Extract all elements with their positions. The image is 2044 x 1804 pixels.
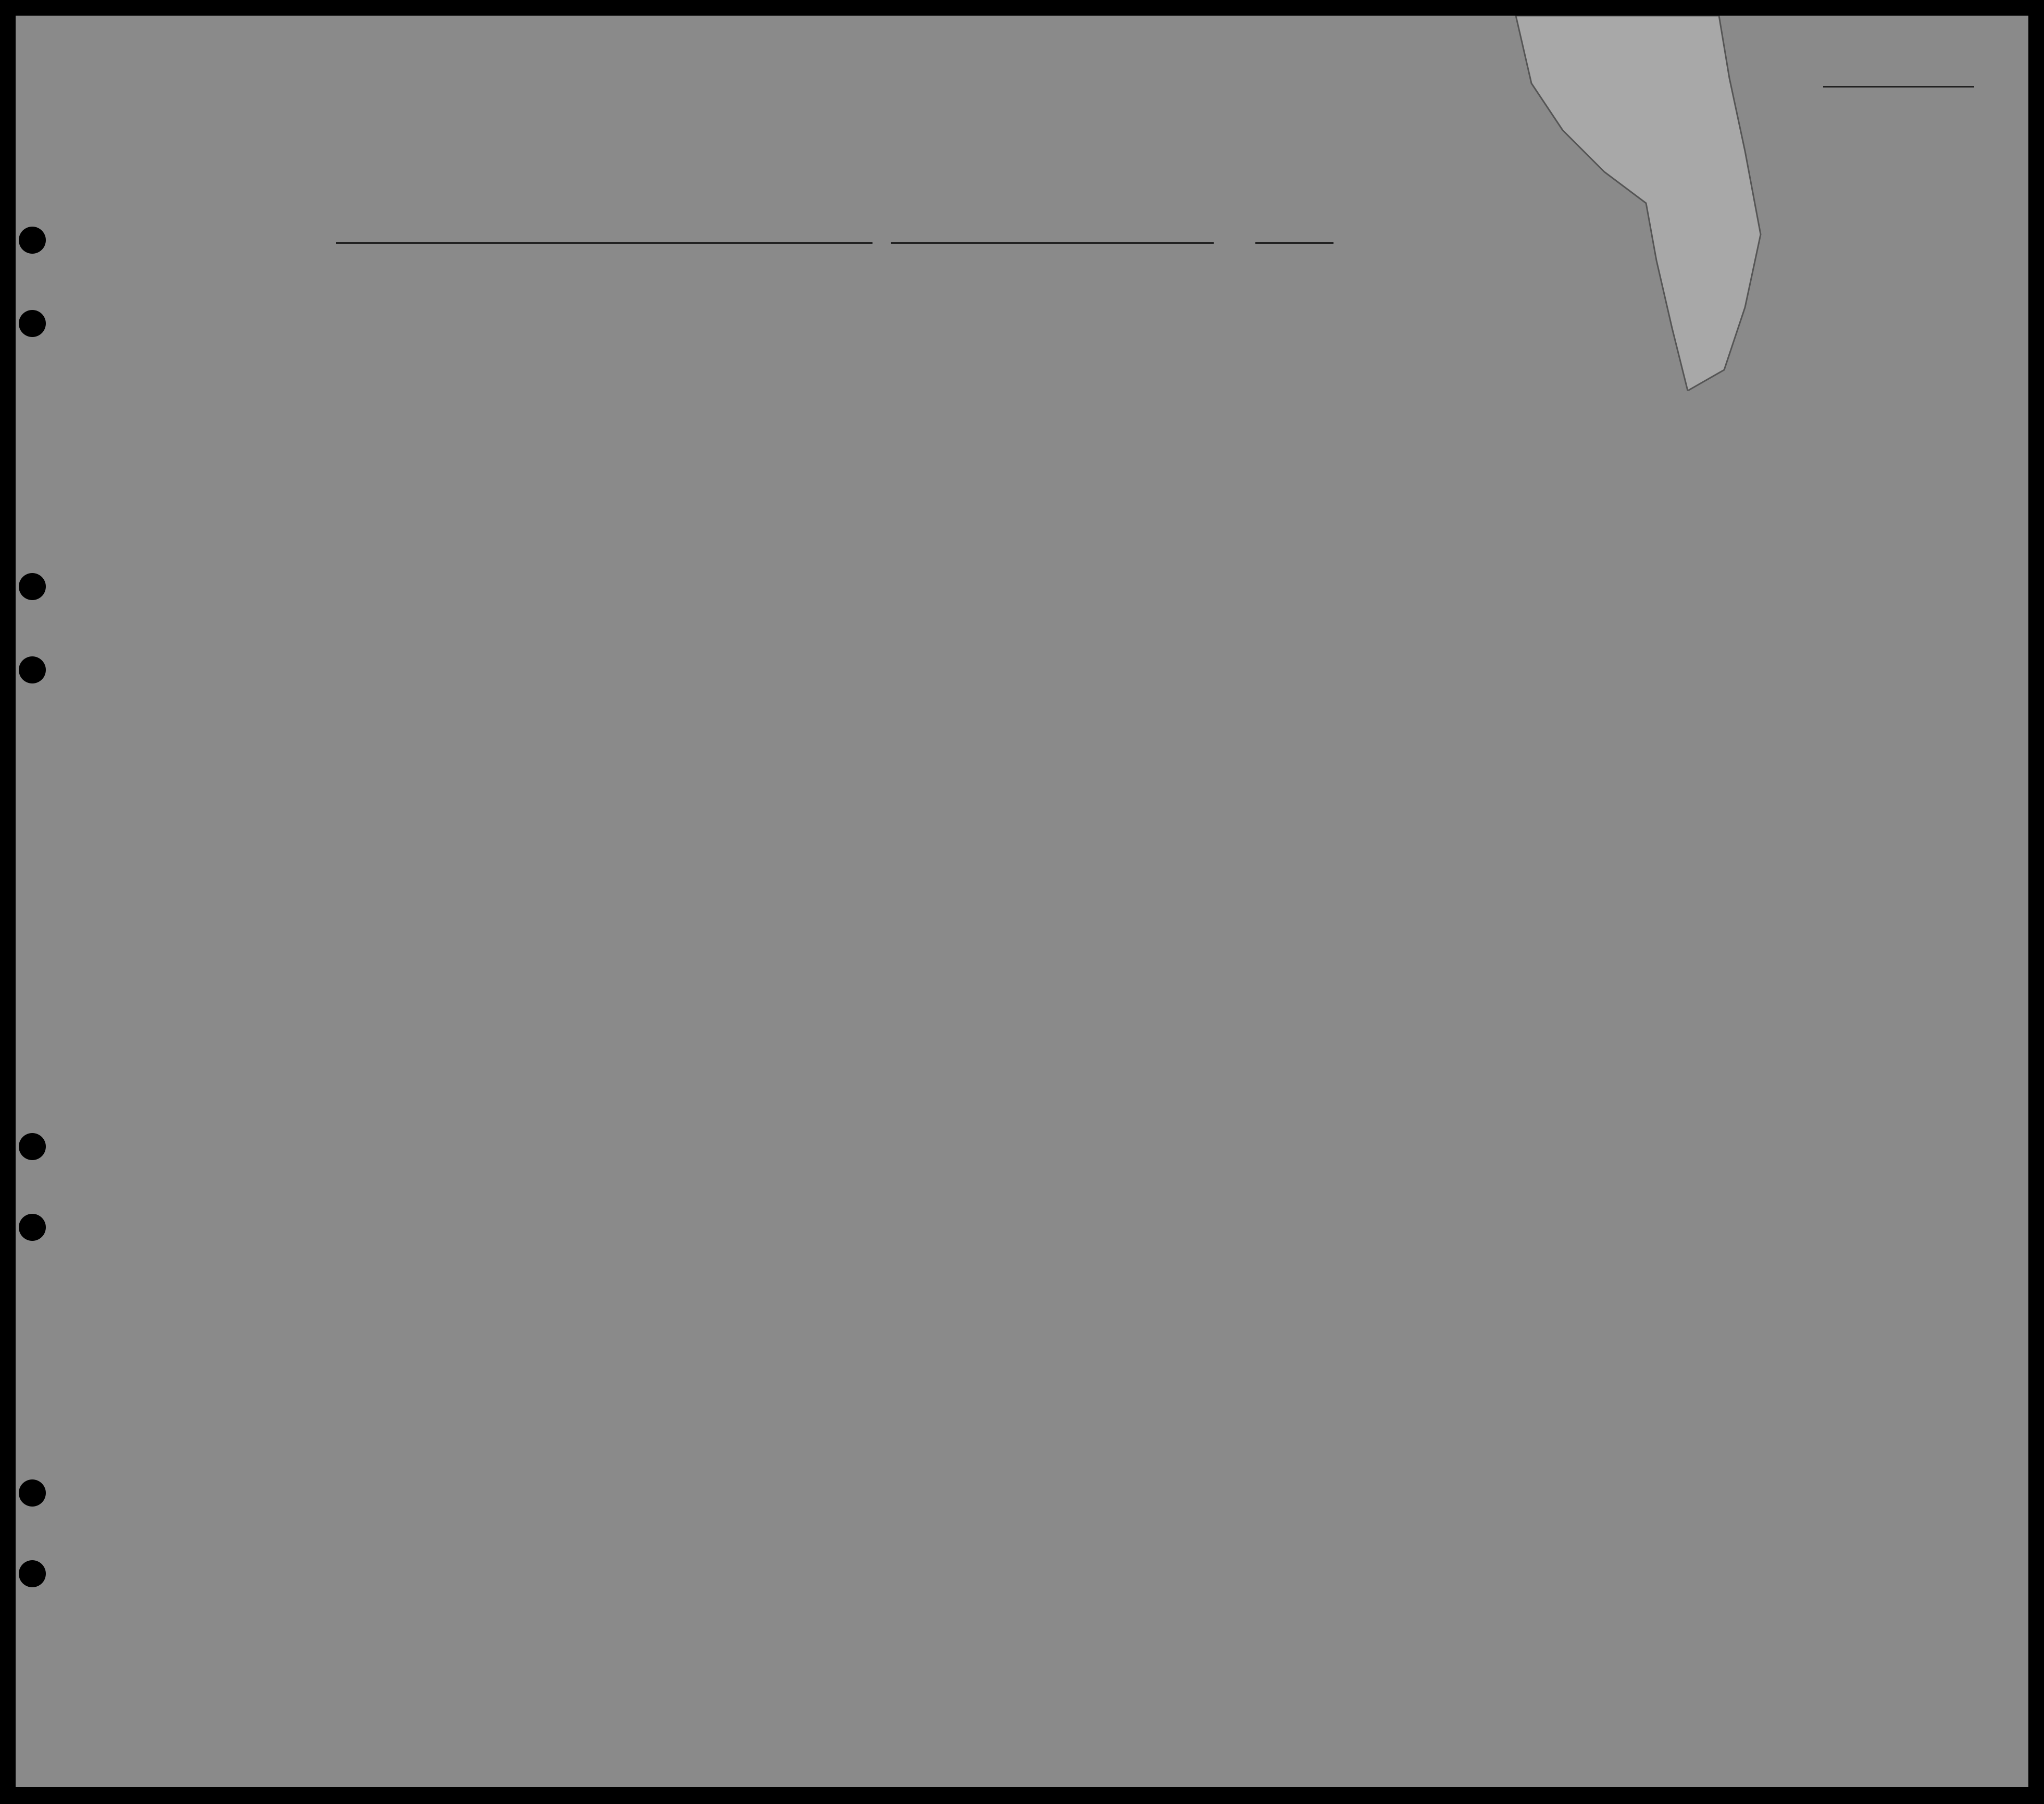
binder-hole xyxy=(19,310,46,337)
manifest-sheet xyxy=(16,16,2028,1787)
form-grid xyxy=(16,16,2028,1787)
binder-hole xyxy=(19,1214,46,1241)
binder-hole xyxy=(19,656,46,683)
binder-hole xyxy=(19,227,46,254)
binder-hole xyxy=(19,573,46,600)
binder-hole xyxy=(19,1560,46,1587)
binder-hole xyxy=(19,1479,46,1507)
binder-hole xyxy=(19,1133,46,1160)
